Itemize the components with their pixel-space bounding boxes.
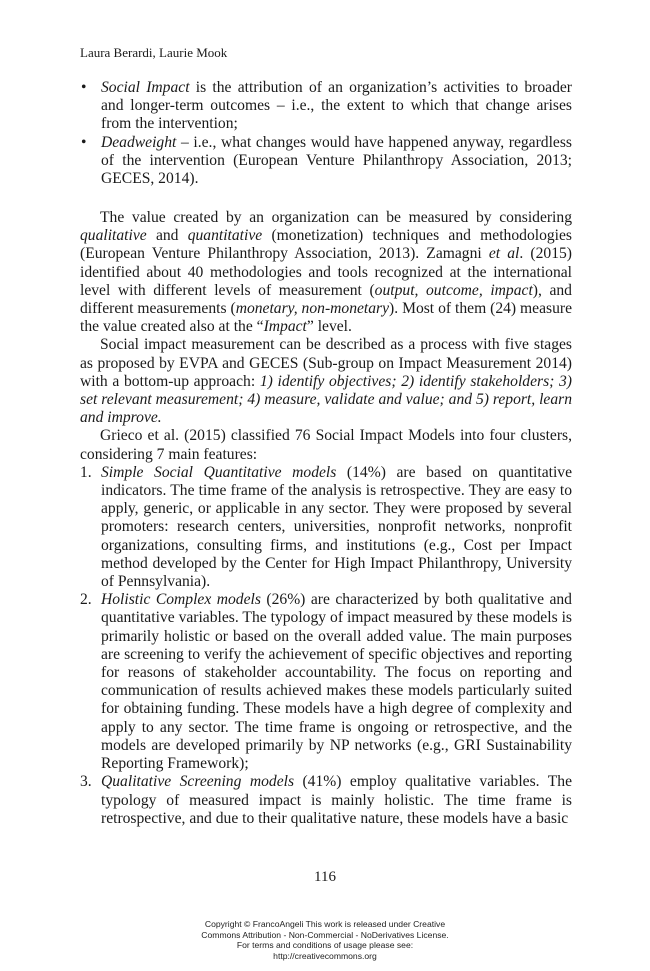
paragraph-impact-process [80,336,572,427]
bullet-term: Deadweight [101,133,177,151]
numbered-item [80,464,572,591]
item-number: 2. [80,591,92,609]
footer-line: Copyright © FrancoAngeli This work is released under Creative [204,919,446,929]
italic-span: et al [488,245,520,263]
bullet-mark: • [81,79,87,96]
bullet-text: – i.e., what changes would have happened anyway, regardless of the intervention (European Venture Philanthropy Association, 2013; GECES, 2014). [101,133,572,188]
item-text: (26%) are characterized by both qualitative and quantitative variables. The typology of impact measured by these models is primarily holistic or based on the overall added value. The main purposes are screening to verify the achievement of specific objectives and reporting for reasons of stakeholder accountability. The focus on reporting and communication of results achieved makes these models particularly suited for obtaining funding. These models have a high degree of complexity and apply to any sector. The time frame is ongoing or retrospective, and the models are developed primarily by NP networks (e.g., GRI Sustainability Reporting Framework); [101,591,572,773]
paragraph-value-measurement [80,209,572,336]
italic-span: 1) identify objectives; 2) identify stakeholders; 3) set relevant measurement; 4) measure, validate and value; and 5) report, learn and improve. [80,372,573,427]
italic-span: monetary, non-monetary [235,300,390,318]
italic-span: Impact [263,318,307,336]
item-term: Simple Social Quantitative models [101,463,337,481]
numbered-item [80,591,572,773]
item-text: (41%) employ qualitative variables. The typology of measured impact is mainly holistic. The time frame is retrospective, and due to their qualitative nature, these models have a basic [101,773,572,827]
footer-link[interactable]: http://creativecommons.org [273,950,377,961]
running-header: Laura Berardi, Laurie Mook [80,45,228,60]
italic-span: output, outcome, impact [374,281,533,299]
text-span: and [146,227,188,245]
numbered-list [80,464,572,828]
text-span: Social impact measurement can be described as a process with five stages as proposed by EVPA and GECES (Sub-group on Impact Measurement 2014) with a bottom-up approach: [80,336,572,390]
item-term: Qualitative Screening models [101,773,295,791]
text-span: . (2015) identified about 40 methodologies and tools recognized at the international level with different levels of measurement ( [80,245,572,299]
paragraph-clusters: Grieco et al. (2015) classified 76 Social Impact Models into four clusters, considering 7 main features: [80,427,572,463]
text-span: ), and different measurements ( [80,281,572,318]
numbered-item [80,773,572,828]
item-text: (14%) are based on quantitative indicators. The time frame of the analysis is retrospective. They are easy to apply, generic, or applicable in any sector. They were proposed by several promoters: research centers, universities, nonprofit networks, nonprofit organizations, consulting firms, and institutions (e.g., Cost per Impact method developed by the Center for High Impact Philanthropy, University of Pennsylvania). [101,463,572,591]
text-span: (monetization) techniques and methodologies (European Venture Philanthropy Association, 2013). Zamagni [80,227,572,263]
bullet-mark: • [81,133,87,151]
footer-line: For terms and conditions of usage please see: [236,940,414,951]
copyright-footer [0,919,650,961]
text-span: ). Most of them (24) measure the value created also at the “ [80,300,573,336]
item-number: 3. [80,773,92,791]
item-number: 1. [80,463,92,481]
bullet-item [80,79,572,134]
footer-line: Commons Attribution - Non-Commercial - NoDerivatives License. [201,929,449,940]
italic-span: quantitative [187,227,263,245]
text-span: ” level. [306,318,352,336]
body-text [80,209,572,828]
item-term: Holistic Complex models [101,591,261,609]
text-span: The value created by an organization can be measured by considering [100,209,572,226]
bullet-text: is the attribution of an organization’s activities to broader and longer-term outcomes – i.e., the extent to which that change arises from the intervention; [101,79,572,133]
page-number: 116 [314,869,336,885]
bullet-term: Social Impact [101,79,190,96]
italic-span: qualitative [80,227,147,245]
bullet-list [80,79,572,188]
bullet-item [80,134,572,189]
